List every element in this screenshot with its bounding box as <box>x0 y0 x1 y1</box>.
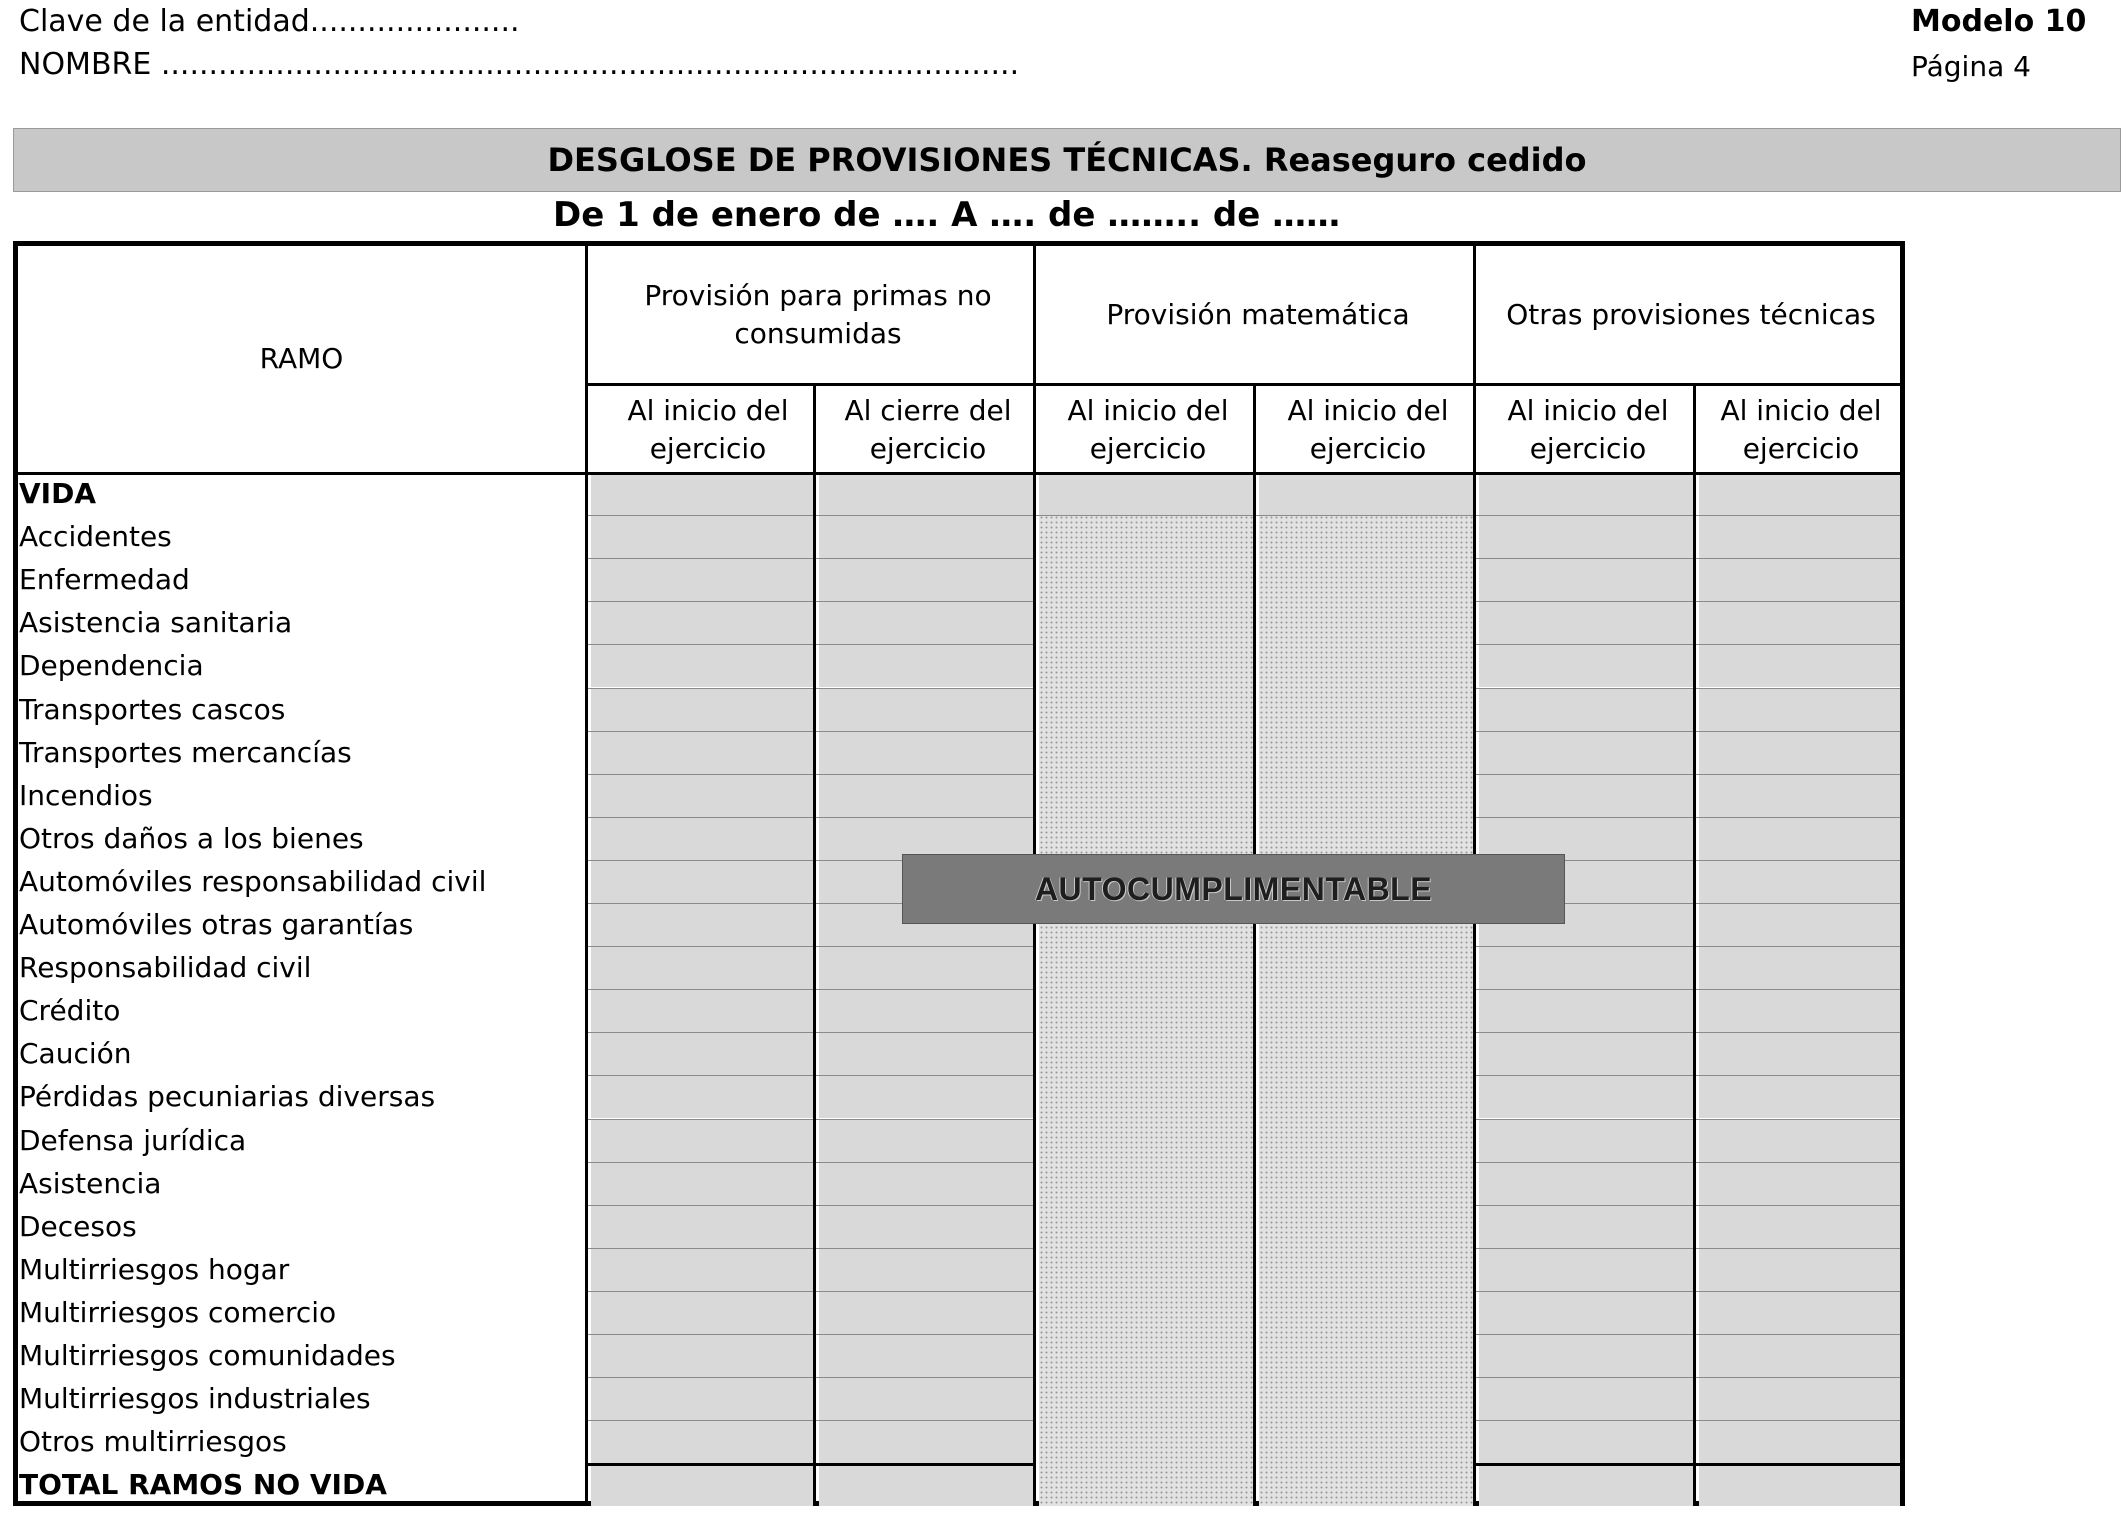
data-cell[interactable] <box>819 1292 1033 1334</box>
row-separator <box>1476 1075 1900 1076</box>
row-separator <box>588 1420 1033 1421</box>
group-header-matematica: Provisión matemática <box>1106 297 1410 331</box>
data-cell[interactable] <box>591 947 813 989</box>
data-cell[interactable] <box>1479 732 1693 774</box>
data-cell[interactable] <box>591 1421 813 1463</box>
data-cell[interactable] <box>1699 473 1900 515</box>
row-separator <box>1476 1162 1900 1163</box>
data-cell[interactable] <box>1699 1163 1900 1205</box>
data-cell[interactable] <box>1699 1120 1900 1162</box>
row-separator <box>588 601 1033 602</box>
row-separator <box>1476 558 1900 559</box>
page-number: Página 4 <box>1911 50 2031 83</box>
row-separator <box>1476 1119 1900 1120</box>
ramo-row-label: Accidentes <box>19 520 172 554</box>
data-cell[interactable] <box>819 1163 1033 1205</box>
row-separator <box>1476 1032 1900 1033</box>
row-separator <box>1476 989 1900 990</box>
data-cell[interactable] <box>591 990 813 1032</box>
data-cell[interactable] <box>819 947 1033 989</box>
column-divider <box>1253 383 1256 1501</box>
data-cell[interactable] <box>819 1206 1033 1248</box>
column-divider <box>585 246 588 1501</box>
column-divider <box>1693 383 1696 1501</box>
data-cell[interactable] <box>819 689 1033 731</box>
data-cell[interactable] <box>591 602 813 644</box>
data-cell[interactable] <box>591 1464 813 1506</box>
row-separator <box>1476 946 1900 947</box>
data-cell[interactable] <box>1479 990 1693 1032</box>
data-cell[interactable] <box>1699 1033 1900 1075</box>
row-separator <box>588 1119 1033 1120</box>
ramo-row-label: Asistencia <box>19 1166 162 1200</box>
entity-name-label: NOMBRE .......................................................................................... <box>19 47 1020 82</box>
row-separator <box>1476 515 1900 516</box>
data-cell[interactable] <box>1699 689 1900 731</box>
ramo-row-label: Multirriesgos comercio <box>19 1295 337 1329</box>
row-separator <box>1476 1377 1900 1378</box>
data-cell[interactable] <box>1699 1206 1900 1248</box>
ramo-row-label: VIDA <box>19 477 96 510</box>
row-separator <box>1476 1291 1900 1292</box>
row-separator <box>1476 774 1900 775</box>
subheader-primas-cierre: Al cierre del ejercicio <box>844 394 1012 465</box>
ramo-row-label: Transportes cascos <box>19 692 286 726</box>
row-separator <box>1476 644 1900 645</box>
data-cell[interactable] <box>1479 1335 1693 1377</box>
row-separator <box>588 1248 1033 1249</box>
subheader-matematica-inicio-2: Al inicio del ejercicio <box>1287 394 1449 465</box>
data-cell[interactable] <box>1699 818 1900 860</box>
data-cell[interactable] <box>819 1120 1033 1162</box>
data-cell[interactable] <box>1699 1249 1900 1291</box>
data-cell[interactable] <box>591 1120 813 1162</box>
data-cell[interactable] <box>1699 602 1900 644</box>
data-cell[interactable] <box>1699 1421 1900 1463</box>
row-separator <box>1476 1334 1900 1335</box>
row-separator <box>1476 731 1900 732</box>
matematica-vida-cell <box>1259 472 1473 515</box>
ramo-row-label: Multirriesgos comunidades <box>19 1339 396 1372</box>
row-separator <box>1476 1205 1900 1206</box>
row-separator <box>588 989 1033 990</box>
ramo-row-label: Incendios <box>19 778 153 812</box>
data-cell[interactable] <box>591 1206 813 1248</box>
group-header-otras: Otras provisiones técnicas <box>1506 297 1876 331</box>
row-separator <box>588 1291 1033 1292</box>
ramo-row-label: TOTAL RAMOS NO VIDA <box>19 1468 387 1502</box>
data-cell[interactable] <box>591 1076 813 1118</box>
header-bottom-line <box>18 472 1900 475</box>
ramo-row-label: Caución <box>19 1037 132 1071</box>
ramo-row-label: Asistencia sanitaria <box>19 606 293 640</box>
row-separator <box>588 558 1033 559</box>
data-cell[interactable] <box>591 689 813 731</box>
data-cell[interactable] <box>1699 516 1900 558</box>
data-cell[interactable] <box>591 559 813 601</box>
model-number: Modelo 10 <box>1911 4 2087 39</box>
ramo-row-label: Crédito <box>19 994 121 1028</box>
data-cell[interactable] <box>1699 1076 1900 1118</box>
row-separator <box>588 1205 1033 1206</box>
data-cell[interactable] <box>819 1464 1033 1506</box>
row-separator <box>588 644 1033 645</box>
data-cell[interactable] <box>819 559 1033 601</box>
row-separator <box>588 688 1033 689</box>
data-cell[interactable] <box>819 990 1033 1032</box>
data-cell[interactable] <box>591 1335 813 1377</box>
data-cell[interactable] <box>1479 1120 1693 1162</box>
data-cell[interactable] <box>591 473 813 515</box>
data-cell[interactable] <box>1479 775 1693 817</box>
ramo-row-label: Otros daños a los bienes <box>19 821 364 855</box>
ramo-row-label: Dependencia <box>19 649 204 683</box>
data-cell[interactable] <box>1479 602 1693 644</box>
data-cell[interactable] <box>1479 1206 1693 1248</box>
data-cell[interactable] <box>1699 1464 1900 1506</box>
data-cell[interactable] <box>1479 1464 1693 1506</box>
subheader-otras-inicio-1: Al inicio del ejercicio <box>1507 394 1669 465</box>
data-cell[interactable] <box>819 473 1033 515</box>
data-cell[interactable] <box>591 1378 813 1420</box>
section-banner: DESGLOSE DE PROVISIONES TÉCNICAS. Reaseguro cedido <box>13 128 2121 192</box>
data-cell[interactable] <box>1479 1076 1693 1118</box>
data-cell[interactable] <box>1699 645 1900 687</box>
data-cell[interactable] <box>591 1033 813 1075</box>
data-cell[interactable] <box>1479 516 1693 558</box>
data-cell[interactable] <box>1699 559 1900 601</box>
data-cell[interactable] <box>1699 1378 1900 1420</box>
ramo-row-label: Multirriesgos industriales <box>19 1382 371 1416</box>
data-cell[interactable] <box>1479 473 1693 515</box>
data-cell[interactable] <box>1479 947 1693 989</box>
row-separator <box>588 1377 1033 1378</box>
row-separator <box>1476 1463 1900 1466</box>
data-cell[interactable] <box>1699 861 1900 903</box>
ramo-row-label: Enfermedad <box>19 563 190 597</box>
subheader-primas-inicio: Al inicio del ejercicio <box>627 394 789 465</box>
data-cell[interactable] <box>591 818 813 860</box>
row-separator <box>1476 817 1900 818</box>
data-cell[interactable] <box>1699 947 1900 989</box>
data-cell[interactable] <box>591 904 813 946</box>
data-cell[interactable] <box>591 775 813 817</box>
subheader-otras-inicio-2: Al inicio del ejercicio <box>1720 394 1882 465</box>
period-line: De 1 de enero de …. A …. de …….. de …… <box>553 195 1341 235</box>
row-separator <box>588 774 1033 775</box>
data-cell[interactable] <box>1479 559 1693 601</box>
data-cell[interactable] <box>1699 1292 1900 1334</box>
ramo-header: RAMO <box>259 342 344 375</box>
ramo-row-label: Decesos <box>19 1209 137 1243</box>
data-cell[interactable] <box>1479 1033 1693 1075</box>
ramo-row-label: Automóviles responsabilidad civil <box>19 864 487 898</box>
ramo-row-label: Automóviles otras garantías <box>19 908 414 941</box>
ramo-row-label: Otros multirriesgos <box>19 1425 287 1459</box>
data-cell[interactable] <box>1699 775 1900 817</box>
data-cell[interactable] <box>819 602 1033 644</box>
data-cell[interactable] <box>591 1163 813 1205</box>
row-separator <box>588 1162 1033 1163</box>
data-cell[interactable] <box>1699 732 1900 774</box>
subheader-matematica-inicio-1: Al inicio del ejercicio <box>1067 394 1229 465</box>
matematica-no-vida-block <box>1259 515 1473 1506</box>
data-cell[interactable] <box>1699 1335 1900 1377</box>
data-cell[interactable] <box>819 1033 1033 1075</box>
data-cell[interactable] <box>1699 990 1900 1032</box>
row-separator <box>588 1032 1033 1033</box>
data-cell[interactable] <box>591 516 813 558</box>
row-separator <box>588 1075 1033 1076</box>
data-cell[interactable] <box>1479 1378 1693 1420</box>
data-cell[interactable] <box>819 1421 1033 1463</box>
ramo-row-label: Responsabilidad civil <box>19 951 312 985</box>
data-cell[interactable] <box>1479 1163 1693 1205</box>
row-separator <box>1476 601 1900 602</box>
data-cell[interactable] <box>819 1335 1033 1377</box>
entity-key-label: Clave de la entidad...................... <box>19 4 520 39</box>
data-cell[interactable] <box>591 861 813 903</box>
row-separator <box>1476 688 1900 689</box>
row-separator <box>588 817 1033 818</box>
data-cell[interactable] <box>819 645 1033 687</box>
data-cell[interactable] <box>591 645 813 687</box>
data-cell[interactable] <box>591 1249 813 1291</box>
ramo-row-label: Transportes mercancías <box>19 735 352 769</box>
matematica-no-vida-block <box>1039 515 1253 1506</box>
data-cell[interactable] <box>1479 645 1693 687</box>
data-cell[interactable] <box>819 732 1033 774</box>
data-cell[interactable] <box>1479 1292 1693 1334</box>
group-header-primas: Provisión para primas no consumidas <box>644 278 992 350</box>
data-cell[interactable] <box>819 1378 1033 1420</box>
matematica-vida-cell <box>1039 472 1253 515</box>
column-divider <box>813 383 816 1501</box>
data-cell[interactable] <box>591 732 813 774</box>
data-cell[interactable] <box>591 1292 813 1334</box>
data-cell[interactable] <box>819 516 1033 558</box>
row-separator <box>588 1334 1033 1335</box>
data-cell[interactable] <box>819 775 1033 817</box>
ramo-row-label: Multirriesgos hogar <box>19 1252 290 1286</box>
data-cell[interactable] <box>819 1076 1033 1118</box>
ramo-row-label: Pérdidas pecuniarias diversas <box>19 1080 436 1114</box>
header-divider <box>585 383 1900 386</box>
autocumplimentable-stamp: AUTOCUMPLIMENTABLE <box>902 854 1565 924</box>
row-separator <box>588 731 1033 732</box>
row-separator <box>1476 1248 1900 1249</box>
ramo-row-label: Defensa jurídica <box>19 1123 247 1157</box>
row-separator <box>588 946 1033 947</box>
row-separator <box>1476 1420 1900 1421</box>
data-cell[interactable] <box>1479 1421 1693 1463</box>
data-cell[interactable] <box>1479 1249 1693 1291</box>
data-cell[interactable] <box>819 1249 1033 1291</box>
data-cell[interactable] <box>1479 689 1693 731</box>
row-separator <box>588 1463 1033 1466</box>
data-cell[interactable] <box>1699 904 1900 946</box>
row-separator <box>588 515 1033 516</box>
